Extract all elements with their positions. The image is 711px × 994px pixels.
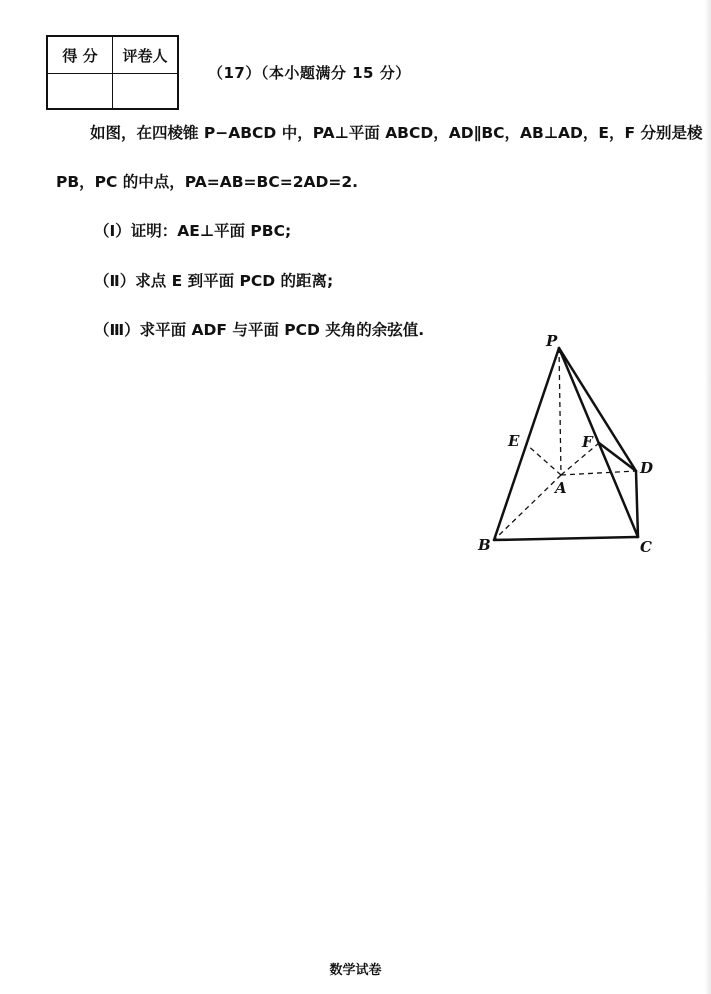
question-part-3: （Ⅲ）求平面 ADF 与平面 PCD 夹角的余弦值. bbox=[94, 321, 425, 339]
score-header: 得 分 bbox=[47, 36, 113, 74]
label-C: C bbox=[640, 538, 652, 556]
question-stem-line-1: 如图，在四棱锥 P−ABCD 中，PA⊥平面 ABCD，AD∥BC，AB⊥AD，E，F 分别是棱 bbox=[90, 124, 703, 142]
edge-BC bbox=[494, 537, 638, 540]
question-part-1: （Ⅰ）证明：AE⊥平面 PBC; bbox=[94, 222, 292, 240]
edge-PA bbox=[559, 348, 561, 475]
label-D: D bbox=[640, 459, 654, 477]
question-title: （17）（本小题满分 15 分） bbox=[208, 64, 411, 82]
page-footer: 数学试卷 bbox=[329, 963, 382, 978]
label-F: F bbox=[582, 433, 593, 451]
label-A: A bbox=[555, 479, 567, 497]
label-E: E bbox=[508, 432, 520, 450]
edge-DC bbox=[636, 471, 638, 537]
page-edge-shadow bbox=[705, 0, 711, 994]
question-part-2: （Ⅱ）求点 E 到平面 PCD 的距离; bbox=[94, 272, 334, 290]
edge-AF bbox=[561, 443, 599, 475]
pyramid-figure bbox=[460, 325, 670, 560]
grader-header: 评卷人 bbox=[113, 36, 179, 74]
score-table bbox=[46, 35, 179, 110]
label-P: P bbox=[546, 332, 558, 350]
label-B: B bbox=[478, 536, 491, 554]
question-stem-line-2: PB，PC 的中点，PA=AB=BC=2AD=2. bbox=[56, 173, 359, 191]
score-cell[interactable] bbox=[47, 74, 113, 110]
edge-AD bbox=[561, 471, 636, 475]
grader-cell[interactable] bbox=[113, 74, 179, 110]
edge-AE bbox=[526, 444, 561, 475]
edge-PD bbox=[559, 348, 636, 471]
